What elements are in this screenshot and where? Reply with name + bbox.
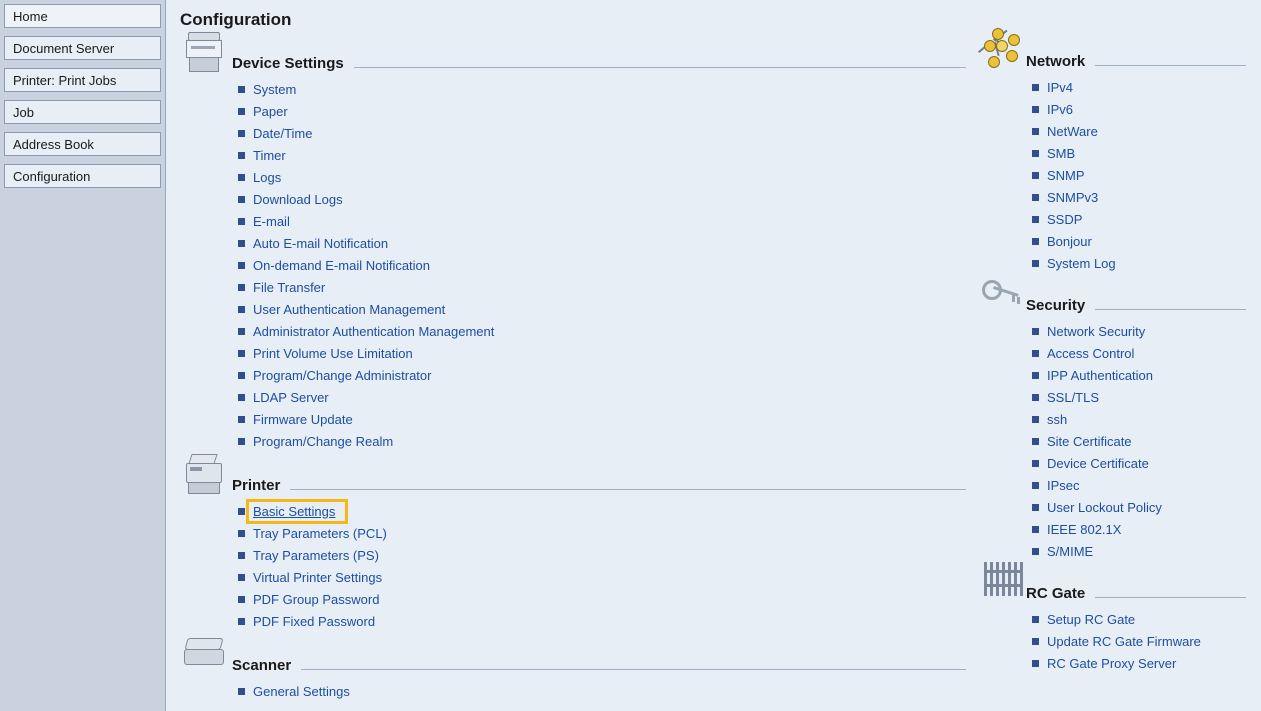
link-ipv6[interactable]: IPv6 — [1047, 101, 1074, 117]
bullet-icon — [238, 394, 245, 401]
link-file-transfer[interactable]: File Transfer — [253, 279, 326, 295]
list-item — [238, 298, 966, 320]
link-update-rc-gate-firmware[interactable]: Update RC Gate Firmware — [1047, 633, 1201, 649]
link-date-time[interactable]: Date/Time — [253, 125, 313, 141]
link-setup-rc-gate[interactable]: Setup RC Gate — [1047, 611, 1136, 627]
link-virtual-printer-settings[interactable]: Virtual Printer Settings — [253, 569, 383, 585]
list-item — [238, 566, 966, 588]
list-item — [1032, 164, 1246, 186]
link-e-mail[interactable]: E-mail — [253, 213, 290, 229]
link-netware[interactable]: NetWare — [1047, 123, 1098, 139]
section-header — [980, 288, 1246, 316]
bullet-icon — [238, 262, 245, 269]
list-item — [1032, 608, 1246, 630]
link-ipsec[interactable]: IPsec — [1047, 477, 1080, 493]
section-divider — [1095, 597, 1246, 598]
section-title: Device Settings — [232, 55, 344, 72]
list-item — [238, 122, 966, 144]
rc-gate-icon — [980, 560, 1020, 604]
link-user-lockout-policy[interactable]: User Lockout Policy — [1047, 499, 1162, 515]
link-tray-parameters-pcl-[interactable]: Tray Parameters (PCL) — [253, 525, 387, 541]
link-bonjour[interactable]: Bonjour — [1047, 233, 1092, 249]
link-on-demand-e-mail-notification[interactable]: On-demand E-mail Notification — [253, 257, 431, 273]
list-item — [238, 166, 966, 188]
list-item — [238, 188, 966, 210]
link-rc-gate-proxy-server[interactable]: RC Gate Proxy Server — [1047, 655, 1177, 671]
link-ssl-tls[interactable]: SSL/TLS — [1047, 389, 1100, 405]
link-timer[interactable]: Timer — [253, 147, 286, 163]
link-list — [1032, 76, 1246, 274]
list-item — [1032, 408, 1246, 430]
highlight-annotation — [249, 502, 345, 521]
bullet-icon — [1032, 438, 1039, 445]
list-item — [238, 100, 966, 122]
link-program-change-administrator[interactable]: Program/Change Administrator — [253, 367, 432, 383]
list-item — [1032, 452, 1246, 474]
sidebar-item-home[interactable]: Home — [4, 4, 161, 28]
link-auto-e-mail-notification[interactable]: Auto E-mail Notification — [253, 235, 389, 251]
link-pdf-group-password[interactable]: PDF Group Password — [253, 591, 380, 607]
sidebar — [0, 0, 166, 711]
list-item — [1032, 652, 1246, 674]
section-title: Network — [1026, 53, 1086, 70]
section-title: Security — [1026, 297, 1086, 314]
link-basic-settings[interactable]: Basic Settings — [253, 503, 336, 519]
list-item — [1032, 342, 1246, 364]
list-item — [238, 232, 966, 254]
left-column — [166, 30, 966, 702]
key-icon — [980, 272, 1020, 316]
link-access-control[interactable]: Access Control — [1047, 345, 1135, 361]
link-user-authentication-management[interactable]: User Authentication Management — [253, 301, 446, 317]
bullet-icon — [1032, 616, 1039, 623]
list-item — [238, 254, 966, 276]
bullet-icon — [238, 174, 245, 181]
section-title: Printer — [232, 477, 281, 494]
bullet-icon — [238, 196, 245, 203]
link-paper[interactable]: Paper — [253, 103, 288, 119]
bullet-icon — [1032, 394, 1039, 401]
link-system[interactable]: System — [253, 81, 297, 97]
list-item — [1032, 98, 1246, 120]
link-network-security[interactable]: Network Security — [1047, 323, 1146, 339]
list-item — [1032, 320, 1246, 342]
section-divider — [1095, 65, 1246, 66]
list-item — [238, 276, 966, 298]
section-divider — [301, 669, 966, 670]
bullet-icon — [238, 130, 245, 137]
section-security — [980, 288, 1246, 562]
list-item — [1032, 120, 1246, 142]
bullet-icon — [1032, 482, 1039, 489]
link-pdf-fixed-password[interactable]: PDF Fixed Password — [253, 613, 376, 629]
list-item — [1032, 186, 1246, 208]
link-program-change-realm[interactable]: Program/Change Realm — [253, 433, 394, 449]
link-ieee-802-1x[interactable]: IEEE 802.1X — [1047, 521, 1122, 537]
list-item — [1032, 430, 1246, 452]
section-network — [980, 44, 1246, 274]
bullet-icon — [1032, 548, 1039, 555]
bullet-icon — [238, 350, 245, 357]
bullet-icon — [238, 328, 245, 335]
section-title: Scanner — [232, 657, 292, 674]
list-item — [1032, 230, 1246, 252]
link-tray-parameters-ps-[interactable]: Tray Parameters (PS) — [253, 547, 379, 563]
section-header — [980, 44, 1246, 72]
link-general-settings[interactable]: General Settings — [253, 683, 350, 699]
network-icon — [980, 28, 1020, 72]
link-ldap-server[interactable]: LDAP Server — [253, 389, 329, 405]
bullet-icon — [238, 218, 245, 225]
bullet-icon — [1032, 260, 1039, 267]
section-header — [980, 576, 1246, 604]
mfp-icon — [180, 30, 226, 74]
bullet-icon — [238, 372, 245, 379]
bullet-icon — [238, 86, 245, 93]
bullet-icon — [1032, 172, 1039, 179]
list-item — [238, 364, 966, 386]
link-list — [238, 680, 966, 702]
link-list — [1032, 608, 1246, 674]
bullet-icon — [1032, 526, 1039, 533]
bullet-icon — [1032, 416, 1039, 423]
content-columns — [166, 30, 1261, 702]
section-divider — [290, 489, 966, 490]
section-scanner — [180, 646, 966, 702]
list-item — [238, 522, 966, 544]
bullet-icon — [1032, 216, 1039, 223]
section-divider — [354, 67, 966, 68]
list-item — [1032, 76, 1246, 98]
link-device-certificate[interactable]: Device Certificate — [1047, 455, 1149, 471]
section-header — [180, 466, 966, 496]
page-title: Configuration — [180, 10, 292, 29]
bullet-icon — [238, 688, 245, 695]
bullet-icon — [238, 574, 245, 581]
list-item — [238, 386, 966, 408]
link-s-mime[interactable]: S/MIME — [1047, 543, 1094, 559]
list-item — [1032, 540, 1246, 562]
link-ipv4[interactable]: IPv4 — [1047, 79, 1074, 95]
section-divider — [1095, 309, 1246, 310]
bullet-icon — [238, 240, 245, 247]
scanner-icon — [180, 632, 226, 676]
list-item — [1032, 474, 1246, 496]
link-snmp[interactable]: SNMP — [1047, 167, 1085, 183]
bullet-icon — [238, 438, 245, 445]
bullet-icon — [238, 152, 245, 159]
bullet-icon — [238, 306, 245, 313]
section-device-settings — [180, 44, 966, 452]
list-item — [238, 500, 966, 522]
list-item — [1032, 142, 1246, 164]
bullet-icon — [1032, 84, 1039, 91]
list-item — [238, 408, 966, 430]
link-system-log[interactable]: System Log — [1047, 255, 1116, 271]
bullet-icon — [238, 596, 245, 603]
bullet-icon — [238, 530, 245, 537]
section-rc-gate — [980, 576, 1246, 674]
bullet-icon — [1032, 660, 1039, 667]
bullet-icon — [1032, 460, 1039, 467]
section-title: RC Gate — [1026, 585, 1086, 602]
bullet-icon — [1032, 128, 1039, 135]
link-list — [238, 78, 966, 452]
list-item — [1032, 208, 1246, 230]
bullet-icon — [238, 108, 245, 115]
list-item — [1032, 386, 1246, 408]
list-item — [238, 588, 966, 610]
right-column — [966, 30, 1246, 702]
list-item — [1032, 496, 1246, 518]
link-ssdp[interactable]: SSDP — [1047, 211, 1083, 227]
list-item — [238, 144, 966, 166]
link-download-logs[interactable]: Download Logs — [253, 191, 343, 207]
list-item — [238, 78, 966, 100]
list-item — [238, 320, 966, 342]
main-content — [166, 0, 1261, 711]
bullet-icon — [238, 508, 245, 515]
list-item — [238, 610, 966, 632]
link-print-volume-use-limitation[interactable]: Print Volume Use Limitation — [253, 345, 413, 361]
link-smb[interactable]: SMB — [1047, 145, 1076, 161]
list-item — [1032, 364, 1246, 386]
bullet-icon — [238, 416, 245, 423]
link-list — [238, 500, 966, 632]
list-item — [1032, 518, 1246, 540]
bullet-icon — [1032, 238, 1039, 245]
bullet-icon — [238, 284, 245, 291]
list-item — [1032, 252, 1246, 274]
list-item — [238, 342, 966, 364]
bullet-icon — [238, 618, 245, 625]
section-printer — [180, 466, 966, 632]
link-list — [1032, 320, 1246, 562]
section-header — [180, 646, 966, 676]
bullet-icon — [1032, 328, 1039, 335]
list-item — [238, 544, 966, 566]
section-header — [180, 44, 966, 74]
list-item — [238, 680, 966, 702]
bullet-icon — [1032, 372, 1039, 379]
list-item — [238, 210, 966, 232]
bullet-icon — [1032, 504, 1039, 511]
bullet-icon — [1032, 106, 1039, 113]
list-item — [1032, 630, 1246, 652]
bullet-icon — [1032, 350, 1039, 357]
link-site-certificate[interactable]: Site Certificate — [1047, 433, 1132, 449]
bullet-icon — [1032, 194, 1039, 201]
link-snmpv3[interactable]: SNMPv3 — [1047, 189, 1099, 205]
bullet-icon — [1032, 150, 1039, 157]
link-ipp-authentication[interactable]: IPP Authentication — [1047, 367, 1154, 383]
list-item — [238, 430, 966, 452]
sidebar-item-configuration[interactable]: Configuration — [4, 164, 161, 188]
bullet-icon — [1032, 638, 1039, 645]
link-logs[interactable]: Logs — [253, 169, 282, 185]
sidebar-item-document-server[interactable]: Document Server — [4, 36, 161, 60]
link-administrator-authentication-management[interactable]: Administrator Authentication Management — [253, 323, 495, 339]
sidebar-item-job[interactable]: Job — [4, 100, 161, 124]
link-ssh[interactable]: ssh — [1047, 411, 1068, 427]
bullet-icon — [238, 552, 245, 559]
printer-icon — [180, 452, 226, 496]
sidebar-item-address-book[interactable]: Address Book — [4, 132, 161, 156]
link-firmware-update[interactable]: Firmware Update — [253, 411, 353, 427]
sidebar-item-printer-print-jobs[interactable]: Printer: Print Jobs — [4, 68, 161, 92]
